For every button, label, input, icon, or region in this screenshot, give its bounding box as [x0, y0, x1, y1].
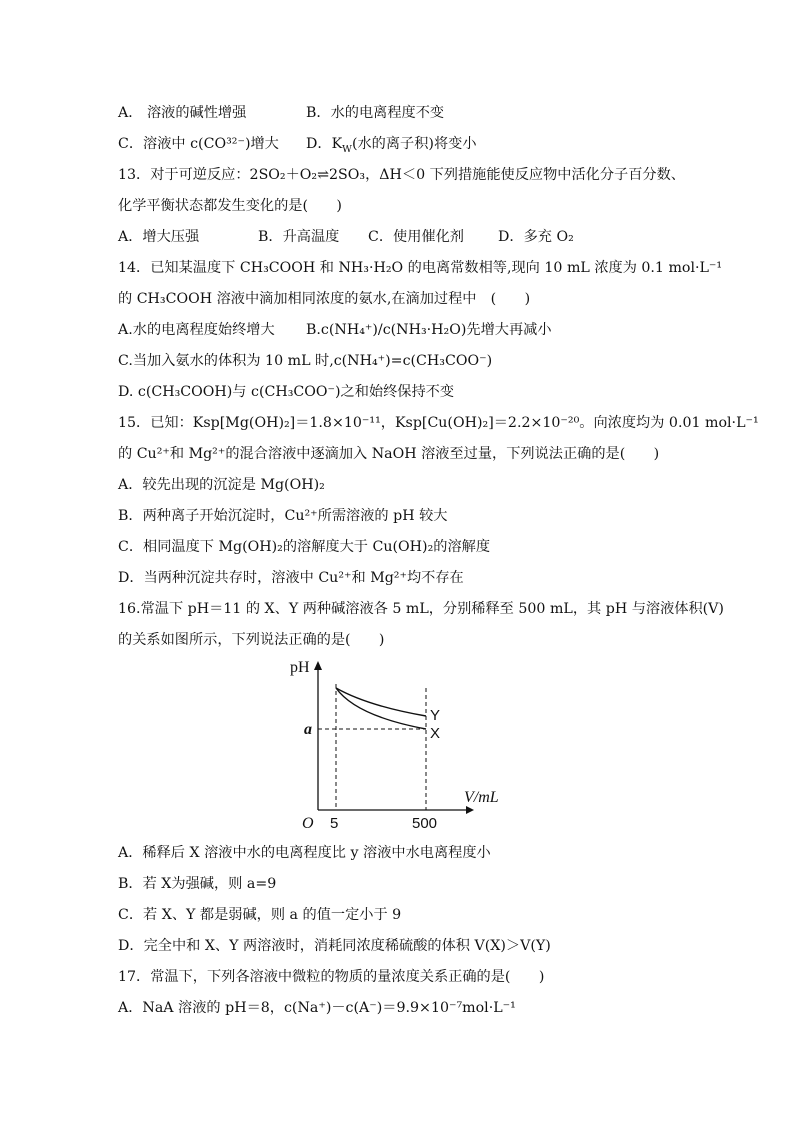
- y-axis-label: pH: [290, 659, 310, 676]
- q12-option-a: A． 溶液的碱性增强: [118, 105, 247, 121]
- q13-stem-line1: 13．对于可逆反应：2SO₂＋O₂⇌2SO₃，ΔH＜0 下列措施能使反应物中活化分子百分数、: [118, 167, 685, 183]
- q16-stem-line2: 的关系如图所示，下列说法正确的是( ): [118, 632, 385, 648]
- q14-option-b: B.c(NH₄⁺)/c(NH₃·H₂O)先增大再减小: [306, 322, 552, 338]
- q14-stem-line1: 14．已知某温度下 CH₃COOH 和 NH₃·H₂O 的电离常数相等,现向 10 mL 浓度为 0.1 mol·L⁻¹: [118, 260, 723, 276]
- q16-stem-line1: 16.常温下 pH＝11 的 X、Y 两种碱溶液各 5 mL，分别稀释至 500 mL，其 pH 与溶液体积(V): [118, 601, 724, 617]
- q12-option-c: C．溶液中 c(CO³²⁻)增大: [118, 136, 279, 152]
- q15-option-b: B．两种离子开始沉淀时，Cu²⁺所需溶液的 pH 较大: [118, 508, 448, 524]
- q17-option-a: A．NaA 溶液的 pH＝8，c(Na⁺)－c(A⁻)＝9.9×10⁻⁷mol·L⁻¹: [118, 1000, 516, 1016]
- q16-graph-svg: [268, 658, 508, 836]
- y-axis-arrow: [314, 661, 322, 670]
- q12-options-row1: [118, 98, 698, 129]
- q12-option-d: [306, 129, 477, 160]
- q17-stem-line1: 17．常温下，下列各溶液中微粒的物质的量浓度关系正确的是( ): [118, 969, 545, 985]
- exam-page: [118, 98, 759, 1024]
- q12-option-b: B．水的电离程度不变: [306, 105, 445, 121]
- q14-option-a: A.水的电离程度始终增大: [118, 322, 275, 338]
- x-axis-label: V/mL: [464, 789, 499, 806]
- q13-option-b: B．升高温度: [258, 229, 340, 245]
- curve-y-label: Y: [430, 707, 441, 724]
- a-label: a: [304, 721, 312, 738]
- q16-ph-volume-graph: [268, 658, 698, 838]
- q15-option-a: A．较先出现的沉淀是 Mg(OH)₂: [118, 477, 325, 493]
- q16-option-b: B．若 X为强碱，则 a=9: [118, 876, 277, 892]
- q15-stem-line1: 15．已知：Ksp[Mg(OH)₂]＝1.8×10⁻¹¹，Ksp[Cu(OH)₂]＝2.2×10⁻²⁰。向浓度均为 0.01 mol·L⁻¹: [118, 415, 759, 431]
- q13-option-c: C．使用催化剂: [368, 229, 464, 245]
- q15-stem-line2: 的 Cu²⁺和 Mg²⁺的混合溶液中逐滴加入 NaOH 溶液至过量，下列说法正确的是( ): [118, 446, 660, 462]
- q15-option-d: D．当两种沉淀共存时，溶液中 Cu²⁺和 Mg²⁺均不存在: [118, 570, 464, 586]
- q14-option-d: D. c(CH₃COOH)与 c(CH₃COO⁻)之和始终保持不变: [118, 384, 455, 400]
- q14-option-c: C.当加入氨水的体积为 10 mL 时,c(NH₄⁺)=c(CH₃COO⁻): [118, 353, 493, 369]
- q14-options-row1: [118, 315, 698, 346]
- curve-x-label: X: [430, 725, 441, 742]
- q12-option-d-sub: W: [342, 143, 352, 155]
- q13-options: [118, 222, 698, 253]
- q12-options-row2: [118, 129, 698, 160]
- q14-stem-line2: 的 CH₃COOH 溶液中滴加相同浓度的氨水,在滴加过程中 ( ): [118, 291, 531, 307]
- q13-option-d: D．多充 O₂: [498, 229, 574, 245]
- q12-option-d-prefix: D．K: [306, 136, 343, 152]
- origin-label: O: [302, 815, 314, 832]
- x-axis-arrow: [466, 806, 474, 814]
- q13-stem-line2: 化学平衡状态都发生变化的是( ): [118, 198, 342, 214]
- x-tick-500: 500: [412, 815, 438, 832]
- q12-option-d-rest: (水的离子积)将变小: [351, 136, 477, 152]
- x-tick-5: 5: [330, 815, 339, 832]
- q16-option-a: A．稀释后 X 溶液中水的电离程度比 y 溶液中水电离程度小: [118, 845, 491, 861]
- q15-option-c: C．相同温度下 Mg(OH)₂的溶解度大于 Cu(OH)₂的溶解度: [118, 539, 491, 555]
- q16-option-d: D．完全中和 X、Y 两溶液时，消耗同浓度稀硫酸的体积 V(X)＞V(Y): [118, 938, 551, 954]
- q16-option-c: C．若 X、Y 都是弱碱，则 a 的值一定小于 9: [118, 907, 402, 923]
- q13-option-a: A．增大压强: [118, 229, 200, 245]
